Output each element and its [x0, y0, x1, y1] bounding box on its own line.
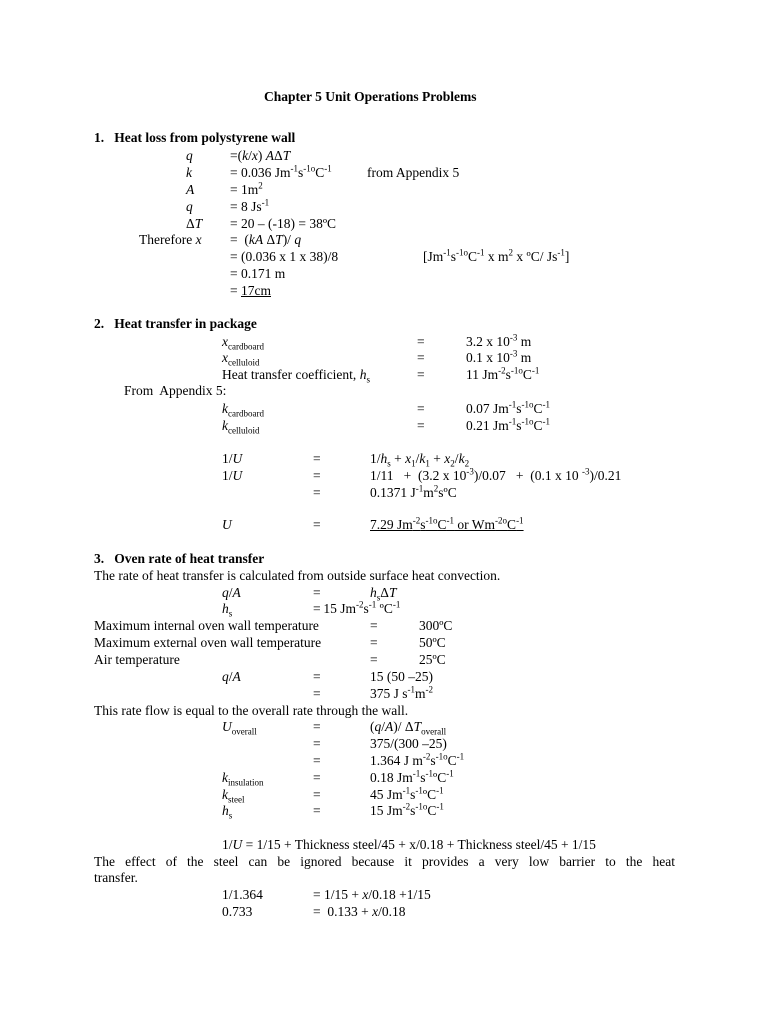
- p2-val: 0.21 $Jm^{-1}s^{-1o}C^{-1}$: [466, 416, 551, 433]
- p1-rhs: = 20 – (-18) = 38ºC: [230, 216, 337, 231]
- p2-lhs: 1/U: [222, 468, 243, 483]
- p1-rhs: = (0.036 x 1 x 38)/8: [230, 249, 339, 264]
- p2-eq: =: [313, 451, 321, 466]
- p1-lhs: Therefore x: [139, 232, 202, 247]
- p2-eq: =: [313, 517, 321, 532]
- p2-val: 0.1 x $10^{-3}$ m: [466, 348, 532, 365]
- p3-temp-label: Maximum external oven wall temperature: [94, 635, 322, 650]
- p1-lhs: q: [186, 148, 193, 163]
- p3-eq: =: [313, 601, 321, 616]
- p3-intro: The rate of heat transfer is calculated from outside surface heat convection.: [94, 568, 501, 583]
- p3-temp-value: 25ºC: [419, 652, 446, 667]
- p3-lhs: q/A: [222, 669, 241, 684]
- p1-lhs: q: [186, 199, 193, 214]
- p3-eq: =: [313, 770, 321, 785]
- p3-lhs: $k_{insulation}$: [222, 770, 264, 788]
- p3-lhs: $U_{overall}$: [222, 719, 257, 737]
- p3-lhs: q/A: [222, 585, 241, 600]
- p3-eq: =: [313, 736, 321, 751]
- page-title: Chapter 5 Unit Operations Problems: [264, 89, 477, 104]
- p2-val: 0.1371 $J^{-1}m^2sºC$: [370, 483, 457, 500]
- p3-eq: =: [313, 585, 321, 600]
- p1-units: [$Jm^{-1}s^{-1o}C^{-1}$ x $m^2$ x ºC/ $Js^{-1}$]: [423, 247, 570, 264]
- p2-lhs: U: [222, 517, 232, 532]
- p3-temp-value: 50ºC: [419, 635, 446, 650]
- p2-eq: =: [313, 485, 321, 500]
- p2-val: 0.07 $Jm^{-1}s^{-1o}C^{-1}$: [466, 399, 551, 416]
- p2-eq: =: [417, 418, 425, 433]
- p2-lhs: $k_{cardboard}$: [222, 401, 264, 419]
- p3-eq: =: [313, 787, 321, 802]
- p3-temp-value: 300ºC: [419, 618, 453, 633]
- p2-eq: =: [417, 334, 425, 349]
- p3-eq: =: [370, 652, 378, 667]
- p3-flow-text: This rate flow is equal to the overall rate through the wall.: [94, 703, 409, 718]
- p1-lhs: ΔT: [186, 216, 203, 231]
- p3-val: 45 $Jm^{-1}s^{-1}ºC^{-1}$: [370, 785, 444, 802]
- p2-lhs: $k_{celluloid}$: [222, 418, 260, 436]
- p2-lhs: $x_{celluloid}$: [222, 350, 260, 368]
- p3-temp-label: Maximum internal oven wall temperature: [94, 618, 319, 633]
- p3-eq: =: [370, 635, 378, 650]
- p2-eq: =: [417, 367, 425, 382]
- p2-val: $1/h_s + x_1/k_1 + x_2/k_2$: [370, 451, 470, 469]
- p3-eq: =: [313, 669, 321, 684]
- p3-temp-label: Air temperature: [94, 652, 180, 667]
- p2-lhs: Heat transfer coefficient, $h_s$: [222, 367, 370, 385]
- p2-val: 11 $Jm^{-2}s^{-1o}C^{-1}$: [466, 365, 540, 382]
- p3-final-lhs: 1/1.364: [222, 887, 263, 902]
- p3-val: 15 $Jm^{-2}s^{-1}$ ºC$^{-1}$: [320, 599, 401, 616]
- p1-rhs: =(k/x) AΔT: [230, 148, 291, 163]
- p3-val: (q/A)/ $\Delta T_{overall}$: [370, 719, 447, 737]
- p3-val: $h_s\Delta T$: [370, 585, 397, 603]
- p1-rhs: = 0.171 m: [230, 266, 286, 281]
- problem-2-heading: 2. Heat transfer in package: [94, 316, 257, 331]
- p1-rhs: = 8 $Js^{-1}$: [230, 197, 270, 214]
- p3-steel-note-line1: The effect of the steel can be ignored because it provides a very low barrier to the heat: [94, 854, 675, 869]
- p3-lhs: $h_s$: [222, 601, 233, 619]
- p3-eq: =: [313, 719, 321, 734]
- p2-val: 1/11 + (3.2 x $10^{-3})/0.07 + (0.1$ x 10 $^{-3}$)/0.21: [370, 466, 622, 483]
- p2-lhs: $x_{cardboard}$: [222, 334, 264, 352]
- p3-val: 375/(300 –25): [370, 736, 447, 751]
- p1-answer: = 17cm: [230, 283, 271, 298]
- p1-note: from Appendix 5: [367, 165, 460, 180]
- p1-lhs: A: [186, 182, 195, 197]
- p2-eq: =: [313, 468, 321, 483]
- p3-eq: =: [313, 753, 321, 768]
- p3-val: 15 $Jm^{-2}s^{-1o}C^{-1}$: [370, 801, 444, 818]
- p3-steel-note-line2: transfer.: [94, 870, 138, 885]
- p3-final-val: = 0.133 + x/0.18: [313, 904, 406, 919]
- p2-val: 3.2 x $10^{-3}$ m: [466, 332, 532, 349]
- p3-lhs: $k_{steel}$: [222, 787, 245, 805]
- problem-1-heading: 1. Heat loss from polystyrene wall: [94, 130, 296, 145]
- p1-rhs: = 0.036 $Jm^{-1}s^{-1o}C^{-1}$: [230, 163, 332, 180]
- p3-eq: =: [313, 686, 321, 701]
- p2-lhs: 1/U: [222, 451, 243, 466]
- p3-val: 0.18 $Jm^{-1}s^{-1}ºC^{-1}$: [370, 768, 454, 785]
- p3-final-val: = 1/15 + x/0.18 +1/15: [313, 887, 431, 902]
- p3-val: 1.364 J $m^{-2}s^{-1o}C^{-1}$: [370, 751, 465, 768]
- p3-final-lhs: 0.733: [222, 904, 253, 919]
- p1-rhs: = (kA ΔT)/ q: [230, 232, 302, 247]
- p3-eq: =: [370, 618, 378, 633]
- p1-lhs: k: [186, 165, 192, 180]
- p2-answer: 7.29 $Jm^{-2}s^{-1o}C^{-1}$ or $Wm^{-2o}C^{-1}$: [370, 515, 524, 532]
- p2-eq: =: [417, 401, 425, 416]
- p1-rhs: = $1m^2$: [230, 180, 263, 197]
- p2-eq: =: [417, 350, 425, 365]
- problem-3-heading: 3. Oven rate of heat transfer: [94, 551, 265, 566]
- p3-lhs: $h_s$: [222, 803, 233, 821]
- p3-eq: =: [313, 803, 321, 818]
- p3-val: 15 (50 –25): [370, 669, 433, 684]
- p2-from-label: From Appendix 5:: [124, 383, 227, 398]
- p3-u-equation: 1/U = 1/15 + Thickness steel/45 + x/0.18 + Thickness steel/45 + 1/15: [222, 837, 596, 852]
- p3-val: 375 J $s^{-1}m^{-2}$: [370, 684, 434, 701]
